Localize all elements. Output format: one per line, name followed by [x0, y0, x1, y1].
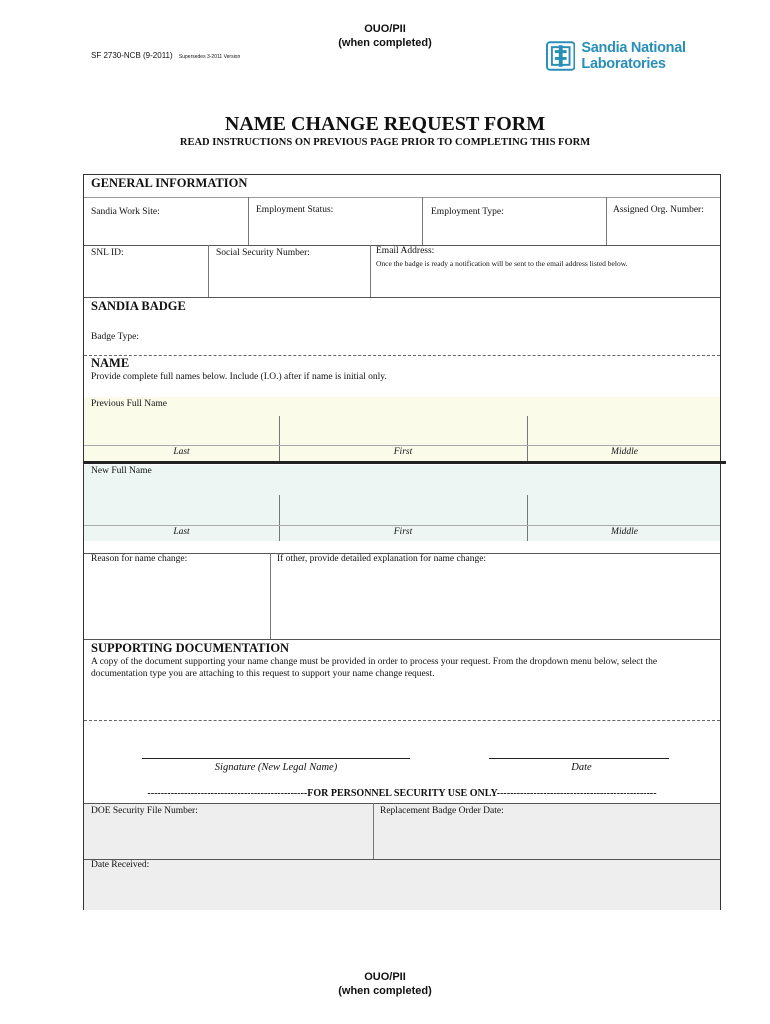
reason-field[interactable]: Reason for name change: — [91, 554, 188, 564]
divider — [84, 859, 720, 860]
divider — [84, 355, 720, 356]
form-body — [83, 174, 721, 910]
divider — [422, 197, 423, 245]
supporting-doc-text: A copy of the document supporting your name change must be provided in order to process your request. From the dropdown menu below, select the documentation type you are attaching to this request to support your name change request. — [91, 657, 658, 679]
date-line[interactable] — [489, 758, 669, 759]
security-area — [84, 803, 720, 910]
name-instructions: Provide complete full names below. Include (I.O.) after if name is initial only. — [91, 372, 387, 382]
new-last-name-field[interactable]: Last — [173, 527, 190, 537]
form-number-text: SF 2730-NCB (9-2011) — [91, 51, 173, 60]
previous-last-name-field[interactable]: Last — [173, 447, 190, 457]
signature-label: Signature (New Legal Name) — [214, 762, 338, 773]
divider — [370, 245, 371, 297]
divider — [84, 803, 720, 804]
divider — [248, 197, 249, 245]
sandia-badge-heading: SANDIA BADGE — [91, 299, 186, 313]
divider — [84, 525, 720, 526]
email-note: Once the badge is ready a notification will be sent to the email address listed below. — [376, 259, 628, 268]
divider — [84, 639, 720, 640]
classification-note: (when completed) — [338, 37, 432, 49]
snl-id-field[interactable]: SNL ID: — [91, 248, 124, 258]
employment-type-field[interactable]: Employment Type: — [431, 207, 504, 217]
divider — [84, 720, 720, 721]
form-number — [91, 51, 240, 60]
logo-text: Sandia National Laboratories — [581, 40, 686, 72]
thunderbird-icon — [546, 41, 575, 71]
supersedes-note: Supersedes 3-2011 Version — [178, 54, 241, 60]
footer-classification-note: (when completed) — [338, 985, 432, 997]
badge-type-field[interactable]: Badge Type: — [91, 332, 139, 342]
previous-middle-name-field[interactable]: Middle — [611, 447, 638, 457]
security-banner: ------------------------------------------------FOR PERSONNEL SECURITY USE ONLY------------------------------------------------ — [147, 788, 657, 799]
signature-line[interactable] — [142, 758, 410, 759]
divider — [84, 197, 720, 198]
new-middle-name-field[interactable]: Middle — [611, 527, 638, 537]
date-label: Date — [571, 762, 592, 773]
classification-marking: OUO/PII — [364, 23, 406, 35]
work-site-field[interactable]: Sandia Work Site: — [91, 207, 160, 217]
new-first-name-field[interactable]: First — [393, 527, 413, 537]
other-explanation-field[interactable]: If other, provide detailed explanation for name change: — [277, 554, 487, 564]
supporting-doc-heading: SUPPORTING DOCUMENTATION — [91, 641, 290, 655]
divider — [270, 553, 271, 639]
email-field[interactable]: Email Address: — [376, 246, 435, 256]
divider — [84, 297, 720, 298]
replacement-badge-date-field[interactable]: Replacement Badge Order Date: — [380, 806, 504, 816]
divider — [373, 803, 374, 859]
footer-classification: OUO/PII — [364, 971, 406, 983]
general-info-heading: GENERAL INFORMATION — [91, 176, 248, 190]
ssn-field[interactable]: Social Security Number: — [216, 248, 310, 258]
divider — [606, 197, 607, 245]
assigned-org-field[interactable]: Assigned Org. Number: — [613, 205, 704, 215]
doe-file-number-field[interactable]: DOE Security File Number: — [91, 806, 198, 816]
employment-status-field[interactable]: Employment Status: — [256, 205, 334, 215]
date-received-field[interactable]: Date Received: — [91, 860, 150, 870]
name-heading: NAME — [91, 356, 130, 370]
previous-name-label: Previous Full Name — [91, 399, 167, 409]
form-title: NAME CHANGE REQUEST FORM — [224, 113, 546, 135]
sandia-logo — [546, 40, 770, 72]
new-name-label: New Full Name — [91, 466, 152, 476]
divider — [84, 445, 720, 446]
name-separator — [84, 461, 726, 464]
divider — [208, 245, 209, 297]
previous-first-name-field[interactable]: First — [393, 447, 413, 457]
form-subtitle: READ INSTRUCTIONS ON PREVIOUS PAGE PRIOR TO COMPLETING THIS FORM — [179, 137, 591, 148]
